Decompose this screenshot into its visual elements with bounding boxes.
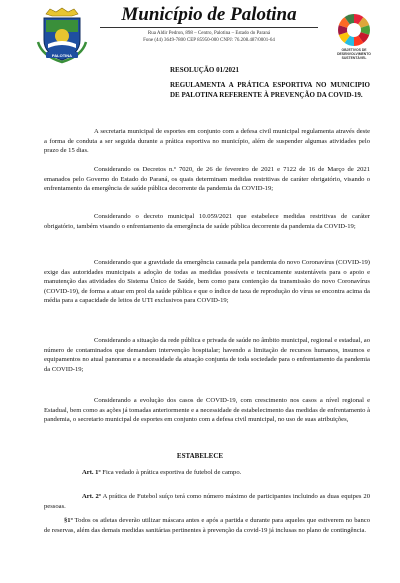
crest-text: PALOTINA	[51, 52, 73, 58]
article-2: Art. 2º A prática de Futebol suíço terá como número máximo de participantes incluindo as duas equipes 20 pessoas.	[44, 493, 370, 510]
address-line-1: Rua Aldir Pedron, 898 – Centro, Palotina – Estado do Paraná	[147, 31, 271, 36]
title-divider	[100, 27, 318, 28]
municipal-crest-icon	[34, 6, 90, 64]
estabelece-heading: ESTABELECE	[176, 452, 224, 460]
municipality-title: Município de Palotina	[121, 4, 297, 25]
sdg-label: OBJETIVOS DE DESENVOLVIMENTO SUSTENTÁVEL	[337, 48, 371, 60]
paragraph-considerando-decretos: Considerando os Decretos n.º 7020, de 26 de fevereiro de 2021 e 7122 de 16 de Março de 2021 emanados pelo Governo do Estado do Paraná, os quais determinam medidas restritivas de caráter obrigatório, visando o enfrentamento da emergência de saúde pública decorrente da pandemia da COVID-19;	[44, 166, 370, 192]
article-1: Art. 1º Fica vedado à prática esportiva de futebol de campo.	[82, 469, 242, 476]
resolution-summary: REGULAMENTA A PRÁTICA ESPORTIVA NO MUNICIPIO DE PALOTINA REFERENTE À PREVENÇÃO DA COVID-19.	[170, 81, 370, 99]
paragraph-intro: A secretaria municipal de esportes em conjunto com a defesa civil municipal regulamenta através deste a forma de conduta a ser seguida durante a prática esportiva no município, além de suspender algumas atividades pelo prazo de 15 dias.	[44, 128, 370, 154]
paragraph-considerando-evolucao: Considerando a evolução dos casos de COVID-19, com crescimento nos casos a nível regional e Estadual, bem como as ações já tomadas anteriormente e a necessidade de estabelecimento das medidas de enfrentamento à pandemia, o secretario municipal de esportes em conjunto com a defesa civil municipal, no uso de suas atribuições,	[44, 397, 370, 423]
header-title-block	[96, 4, 322, 44]
paragraph-considerando-rede-saude: Considerando a situação da rede pública e privada de saúde no âmbito municipal, regional e estadual, ao número de contaminados que demandam intervenção hospitalar; havendo a limitação de recursos humanos, insumos e equipamentos no atual panorama e a necessidade da atuação conjunta de toda sociedade para o enfrentamento da pandemia da COVID-19;	[44, 337, 370, 373]
resolution-number: RESOLUÇÃO 01/2021	[170, 66, 240, 74]
paragraph-1-article-2: §1º Todos os atletas deverão utilizar máscara antes e após a partida e durante para aqueles que estiverem no banco de reservas, além das demais medidas sanitárias pertinentes à prevenção da covid-19 já inclusas no plano de contingência.	[44, 517, 370, 534]
paragraph-considerando-gravidade: Considerando que a gravidade da emergência causada pela pandemia do novo Coronavírus (COVID-19) exige das autoridades municipais a adoção de todas as medidas possíveis e tecnicamente sustentáveis para o apoio e manutenção das atividades do Sistema Único de Saúde, bem como para contenção da transmissão do novo Coronavírus (COVID-19), de forma a atuar em prol da saúde pública e que o índice de taxa de reprodução do vírus se encontra acima da média para a capacidade de leitos de UTI exclusivos para COVID-19;	[44, 259, 370, 304]
paragraph-considerando-decreto-municipal: Considerando o decreto municipal 10.059/2021 que estabelece medidas restritivas de caráter obrigatório, também visando o enfrentamento da emergência de saúde pública decorrente da pandemia da COVID-19;	[44, 213, 370, 230]
address-line-2: Fone (44) 3649-7800 CEP 85950-000 CNPJ: 76.208.487/0001-64	[143, 38, 275, 43]
